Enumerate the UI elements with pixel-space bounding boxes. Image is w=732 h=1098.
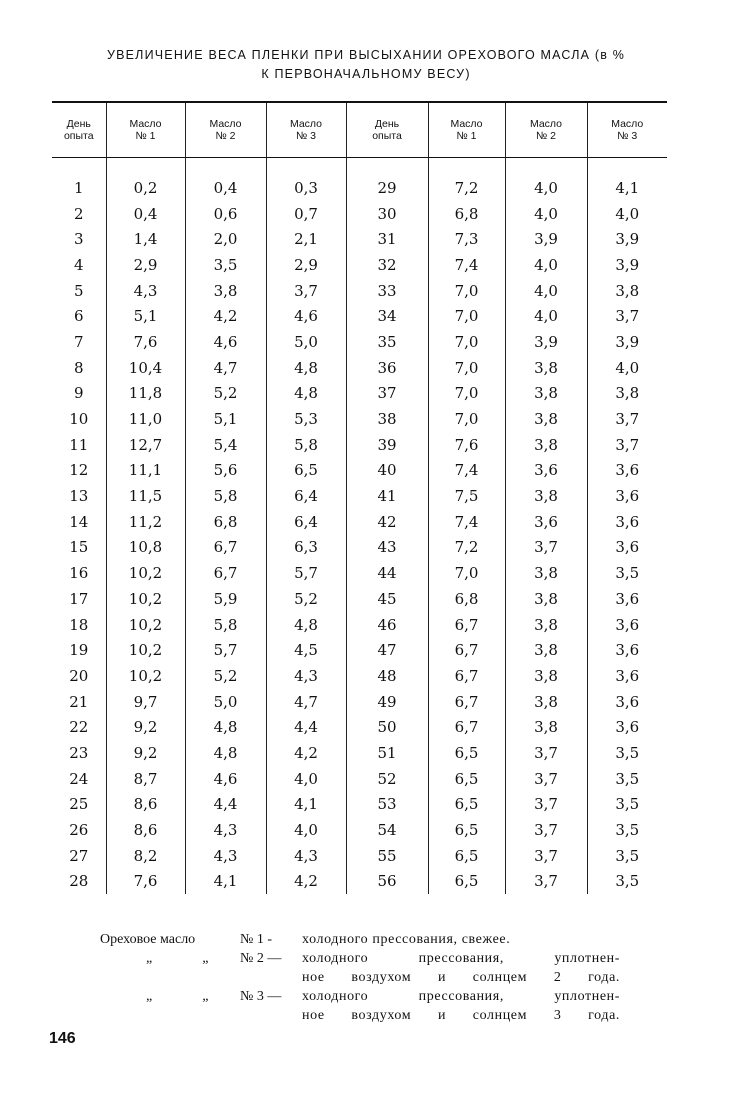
oil2-cell: 3,8: [505, 663, 587, 689]
legend-desc: холодного прессования, свежее.: [302, 932, 511, 947]
oil1-cell: 6,8: [428, 201, 505, 227]
day-cell: 40: [346, 458, 428, 484]
day-cell: 51: [346, 740, 428, 766]
oil1-cell: 7,0: [428, 303, 505, 329]
oil2-cell: 3,8: [505, 560, 587, 586]
legend-dash: —: [267, 951, 282, 966]
oil3-cell: 3,5: [587, 740, 667, 766]
day-cell: 41: [346, 483, 428, 509]
oil2-cell: 3,7: [505, 843, 587, 869]
oil2-cell: 4,7: [185, 355, 266, 381]
oil3-cell: 3,6: [587, 714, 667, 740]
oil2-cell: 6,7: [185, 560, 266, 586]
oil3-cell: 4,0: [266, 817, 346, 843]
oil3-cell: 3,8: [587, 381, 667, 407]
day-cell: 24: [69, 769, 89, 788]
oil1-cell: 0,4: [106, 201, 185, 227]
day-cell: 44: [346, 560, 428, 586]
legend-num: № 1: [240, 932, 264, 947]
oil2-cell: 3,8: [185, 278, 266, 304]
oil1-cell: 10,2: [106, 663, 185, 689]
oil1-cell: 7,4: [428, 252, 505, 278]
oil1-cell: 7,0: [428, 381, 505, 407]
table-row: [52, 432, 667, 458]
header-oil3-left: Масло № 3: [266, 103, 346, 157]
oil2-cell: 3,6: [505, 458, 587, 484]
oil3-cell: 4,5: [266, 637, 346, 663]
oil3-cell: 5,3: [266, 406, 346, 432]
oil3-cell: 3,5: [587, 560, 667, 586]
oil3-cell: 3,5: [587, 817, 667, 843]
spacer-row: [52, 157, 667, 175]
oil2-cell: 5,9: [185, 586, 266, 612]
oil2-cell: 4,3: [185, 817, 266, 843]
day-cell: 46: [346, 612, 428, 638]
day-cell: 20: [69, 666, 89, 685]
legend-item-3: [100, 987, 620, 1025]
day-cell: 4: [73, 255, 84, 274]
table-row: [52, 278, 667, 304]
page-number: 146: [49, 1030, 76, 1047]
oil2-cell: 4,3: [185, 843, 266, 869]
legend-dash: -: [267, 932, 273, 947]
oil1-cell: 12,7: [106, 432, 185, 458]
oil1-cell: 2,9: [106, 252, 185, 278]
header-oil2-left: Масло № 2: [185, 103, 266, 157]
oil2-cell: 3,8: [505, 406, 587, 432]
oil1-cell: 6,5: [428, 792, 505, 818]
oil1-cell: 10,2: [106, 560, 185, 586]
oil3-cell: 4,0: [266, 766, 346, 792]
legend-desc: холодного прессования, уплотнен-: [302, 951, 620, 966]
table-row: [52, 843, 667, 869]
header-oil1-right: Масло № 1: [428, 103, 505, 157]
oil1-cell: 7,2: [428, 535, 505, 561]
oil2-cell: 0,6: [185, 201, 266, 227]
title-line-1: УВЕЛИЧЕНИЕ ВЕСА ПЛЕНКИ ПРИ ВЫСЫХАНИИ ОРЕХОВОГО МАСЛА (в %: [106, 48, 626, 62]
day-cell: 53: [346, 792, 428, 818]
day-cell: 37: [346, 381, 428, 407]
oil3-cell: 3,6: [587, 458, 667, 484]
table-row: [52, 637, 667, 663]
oil1-cell: 1,4: [106, 226, 185, 252]
oil1-cell: 8,2: [106, 843, 185, 869]
day-cell: 17: [69, 589, 89, 608]
oil2-cell: 4,1: [185, 869, 266, 895]
oil2-cell: 4,0: [505, 175, 587, 201]
day-cell: 34: [346, 303, 428, 329]
oil2-cell: 3,8: [505, 586, 587, 612]
day-cell: 22: [69, 718, 89, 737]
day-cell: 14: [69, 512, 89, 531]
oil3-cell: 4,8: [266, 381, 346, 407]
table-row: [52, 560, 667, 586]
oil3-cell: 5,7: [266, 560, 346, 586]
oil3-cell: 3,6: [587, 586, 667, 612]
oil3-cell: 6,4: [266, 483, 346, 509]
oil3-cell: 6,4: [266, 509, 346, 535]
oil3-cell: 3,6: [587, 663, 667, 689]
day-cell: 3: [73, 230, 84, 249]
oil3-cell: 3,9: [587, 252, 667, 278]
oil2-cell: 3,8: [505, 714, 587, 740]
day-cell: 27: [69, 846, 89, 865]
oil3-cell: 3,6: [587, 483, 667, 509]
day-cell: 9: [73, 384, 84, 403]
ditto-mark: „: [146, 989, 153, 1004]
oil2-cell: 4,8: [185, 740, 266, 766]
day-cell: 52: [346, 766, 428, 792]
oil2-cell: 3,8: [505, 432, 587, 458]
day-cell: 19: [69, 641, 89, 660]
oil2-cell: 5,8: [185, 612, 266, 638]
oil1-cell: 7,0: [428, 355, 505, 381]
legend-num: № 3: [240, 989, 264, 1004]
day-cell: 45: [346, 586, 428, 612]
day-cell: 29: [346, 175, 428, 201]
oil1-cell: 7,3: [428, 226, 505, 252]
day-cell: 1: [73, 178, 84, 197]
oil2-cell: 3,5: [185, 252, 266, 278]
oil3-cell: 4,0: [587, 355, 667, 381]
day-cell: 28: [69, 872, 89, 891]
day-cell: 48: [346, 663, 428, 689]
oil1-cell: 10,2: [106, 637, 185, 663]
data-table: [52, 103, 667, 894]
day-cell: 13: [69, 487, 89, 506]
oil2-cell: 3,7: [505, 869, 587, 895]
table-row: [52, 509, 667, 535]
oil3-cell: 4,1: [587, 175, 667, 201]
oil3-cell: 6,3: [266, 535, 346, 561]
table-row: [52, 175, 667, 201]
oil1-cell: 9,2: [106, 740, 185, 766]
oil2-cell: 4,4: [185, 792, 266, 818]
oil1-cell: 8,6: [106, 792, 185, 818]
oil3-cell: 3,6: [587, 535, 667, 561]
day-cell: 54: [346, 817, 428, 843]
oil3-cell: 4,2: [266, 740, 346, 766]
table-row: [52, 792, 667, 818]
oil1-cell: 7,0: [428, 278, 505, 304]
table-row: [52, 740, 667, 766]
ditto-mark: „: [202, 989, 209, 1004]
oil3-cell: 4,6: [266, 303, 346, 329]
oil2-cell: 3,8: [505, 483, 587, 509]
legend-desc: холодного прессования, уплотнен-: [302, 989, 620, 1004]
oil1-cell: 6,5: [428, 869, 505, 895]
oil3-cell: 4,4: [266, 714, 346, 740]
oil2-cell: 3,7: [505, 792, 587, 818]
day-cell: 32: [346, 252, 428, 278]
oil3-cell: 2,9: [266, 252, 346, 278]
day-cell: 6: [73, 307, 84, 326]
legend: [100, 930, 620, 1025]
oil1-cell: 7,4: [428, 509, 505, 535]
oil1-cell: 11,1: [106, 458, 185, 484]
day-cell: 11: [69, 435, 89, 454]
oil2-cell: 5,4: [185, 432, 266, 458]
oil3-cell: 4,3: [266, 843, 346, 869]
day-cell: 50: [346, 714, 428, 740]
oil1-cell: 7,6: [106, 869, 185, 895]
oil3-cell: 3,9: [587, 329, 667, 355]
day-cell: 26: [69, 821, 89, 840]
table-row: [52, 226, 667, 252]
oil3-cell: 5,0: [266, 329, 346, 355]
oil2-cell: 3,8: [505, 381, 587, 407]
oil3-cell: 4,3: [266, 663, 346, 689]
legend-desc-cont: ное воздухом и солнцем 3 года.: [302, 1008, 620, 1023]
oil1-cell: 11,8: [106, 381, 185, 407]
oil3-cell: 6,5: [266, 458, 346, 484]
day-cell: 36: [346, 355, 428, 381]
oil3-cell: 3,9: [587, 226, 667, 252]
oil1-cell: 9,7: [106, 689, 185, 715]
oil2-cell: 4,8: [185, 714, 266, 740]
oil2-cell: 4,0: [505, 278, 587, 304]
oil2-cell: 4,6: [185, 329, 266, 355]
oil1-cell: 7,0: [428, 329, 505, 355]
ditto-mark: „: [146, 951, 153, 966]
day-cell: 39: [346, 432, 428, 458]
oil2-cell: 5,7: [185, 637, 266, 663]
oil1-cell: 7,5: [428, 483, 505, 509]
day-cell: 23: [69, 743, 89, 762]
oil1-cell: 9,2: [106, 714, 185, 740]
oil1-cell: 6,7: [428, 612, 505, 638]
table-row: [52, 586, 667, 612]
legend-item-2: [100, 949, 620, 987]
day-cell: 42: [346, 509, 428, 535]
header-row: [52, 103, 667, 157]
day-cell: 2: [73, 204, 84, 223]
table-row: [52, 381, 667, 407]
oil3-cell: 3,8: [587, 278, 667, 304]
oil1-cell: 6,5: [428, 817, 505, 843]
table-row: [52, 303, 667, 329]
table-row: [52, 329, 667, 355]
day-cell: 16: [69, 564, 89, 583]
oil1-cell: 10,2: [106, 586, 185, 612]
oil2-cell: 3,7: [505, 535, 587, 561]
table-row: [52, 663, 667, 689]
oil3-cell: 0,7: [266, 201, 346, 227]
oil2-cell: 3,7: [505, 740, 587, 766]
oil2-cell: 3,9: [505, 329, 587, 355]
oil2-cell: 5,6: [185, 458, 266, 484]
oil3-cell: 5,8: [266, 432, 346, 458]
oil1-cell: 7,0: [428, 406, 505, 432]
oil1-cell: 11,2: [106, 509, 185, 535]
legend-num: № 2: [240, 951, 264, 966]
table-row: [52, 535, 667, 561]
ditto-mark: „: [202, 951, 209, 966]
oil3-cell: 3,5: [587, 843, 667, 869]
oil2-cell: 3,8: [505, 689, 587, 715]
day-cell: 56: [346, 869, 428, 895]
oil1-cell: 7,6: [106, 329, 185, 355]
oil2-cell: 6,7: [185, 535, 266, 561]
oil3-cell: 4,8: [266, 612, 346, 638]
oil3-cell: 4,8: [266, 355, 346, 381]
oil1-cell: 6,7: [428, 663, 505, 689]
oil3-cell: 0,3: [266, 175, 346, 201]
oil3-cell: 2,1: [266, 226, 346, 252]
oil1-cell: 8,6: [106, 817, 185, 843]
oil3-cell: 4,2: [266, 869, 346, 895]
oil1-cell: 7,0: [428, 560, 505, 586]
oil3-cell: 3,7: [587, 432, 667, 458]
day-cell: 35: [346, 329, 428, 355]
oil2-cell: 3,8: [505, 612, 587, 638]
oil1-cell: 11,5: [106, 483, 185, 509]
day-cell: 33: [346, 278, 428, 304]
oil2-cell: 3,6: [505, 509, 587, 535]
legend-item-1: [100, 930, 620, 949]
oil1-cell: 6,5: [428, 740, 505, 766]
table-row: [52, 406, 667, 432]
table-row: [52, 612, 667, 638]
oil2-cell: 0,4: [185, 175, 266, 201]
day-cell: 10: [69, 410, 89, 429]
oil3-cell: 3,7: [587, 406, 667, 432]
day-cell: 18: [69, 615, 89, 634]
day-cell: 12: [69, 461, 89, 480]
oil1-cell: 6,5: [428, 766, 505, 792]
table-row: [52, 869, 667, 895]
oil2-cell: 5,1: [185, 406, 266, 432]
oil2-cell: 4,6: [185, 766, 266, 792]
header-oil3-right: Масло № 3: [587, 103, 667, 157]
oil1-cell: 6,8: [428, 586, 505, 612]
oil2-cell: 5,8: [185, 483, 266, 509]
oil2-cell: 6,8: [185, 509, 266, 535]
table-row: [52, 458, 667, 484]
table-row: [52, 766, 667, 792]
oil1-cell: 8,7: [106, 766, 185, 792]
oil1-cell: 4,3: [106, 278, 185, 304]
legend-desc-cont: ное воздухом и солнцем 2 года.: [302, 970, 620, 985]
day-cell: 21: [69, 692, 89, 711]
day-cell: 49: [346, 689, 428, 715]
oil2-cell: 3,8: [505, 355, 587, 381]
oil1-cell: 6,7: [428, 714, 505, 740]
header-day-left: День опыта: [63, 118, 94, 142]
day-cell: 15: [69, 538, 89, 557]
oil1-cell: 0,2: [106, 175, 185, 201]
day-cell: 25: [69, 795, 89, 814]
day-cell: 38: [346, 406, 428, 432]
oil3-cell: 3,6: [587, 637, 667, 663]
oil2-cell: 5,2: [185, 663, 266, 689]
day-cell: 30: [346, 201, 428, 227]
day-cell: 47: [346, 637, 428, 663]
oil1-cell: 7,2: [428, 175, 505, 201]
oil2-cell: 4,2: [185, 303, 266, 329]
oil3-cell: 4,7: [266, 689, 346, 715]
oil1-cell: 11,0: [106, 406, 185, 432]
oil1-cell: 10,8: [106, 535, 185, 561]
oil1-cell: 6,7: [428, 689, 505, 715]
oil1-cell: 6,5: [428, 843, 505, 869]
oil2-cell: 3,7: [505, 766, 587, 792]
legend-lead: Ореховое масло: [100, 932, 196, 947]
header-oil1-left: Масло № 1: [106, 103, 185, 157]
oil2-cell: 3,9: [505, 226, 587, 252]
oil1-cell: 10,2: [106, 612, 185, 638]
title-line-2: К ПЕРВОНАЧАЛЬНОМУ ВЕСУ): [261, 67, 471, 81]
oil3-cell: 3,5: [587, 792, 667, 818]
table-row: [52, 252, 667, 278]
table-row: [52, 483, 667, 509]
oil1-cell: 10,4: [106, 355, 185, 381]
day-cell: 31: [346, 226, 428, 252]
oil3-cell: 5,2: [266, 586, 346, 612]
oil2-cell: 4,0: [505, 252, 587, 278]
oil3-cell: 3,7: [266, 278, 346, 304]
oil2-cell: 5,0: [185, 689, 266, 715]
oil1-cell: 5,1: [106, 303, 185, 329]
header-oil2-right: Масло № 2: [505, 103, 587, 157]
legend-dash: —: [267, 989, 282, 1004]
oil3-cell: 3,6: [587, 509, 667, 535]
day-cell: 5: [73, 281, 84, 300]
oil3-cell: 3,5: [587, 869, 667, 895]
oil3-cell: 3,6: [587, 612, 667, 638]
oil3-cell: 4,0: [587, 201, 667, 227]
oil2-cell: 3,7: [505, 817, 587, 843]
header-day-right: День опыта: [346, 103, 428, 157]
table-row: [52, 689, 667, 715]
day-cell: 8: [73, 358, 84, 377]
oil3-cell: 3,6: [587, 689, 667, 715]
table-row: [52, 201, 667, 227]
oil2-cell: 3,8: [505, 637, 587, 663]
table-title: [40, 46, 692, 84]
table-row: [52, 817, 667, 843]
day-cell: 7: [73, 332, 84, 351]
oil1-cell: 7,6: [428, 432, 505, 458]
oil3-cell: 3,5: [587, 766, 667, 792]
oil3-cell: 4,1: [266, 792, 346, 818]
table-row: [52, 714, 667, 740]
oil2-cell: 4,0: [505, 201, 587, 227]
oil2-cell: 4,0: [505, 303, 587, 329]
oil2-cell: 5,2: [185, 381, 266, 407]
oil3-cell: 3,7: [587, 303, 667, 329]
oil1-cell: 7,4: [428, 458, 505, 484]
day-cell: 55: [346, 843, 428, 869]
table-body: [52, 157, 667, 894]
oil1-cell: 6,7: [428, 637, 505, 663]
table-row: [52, 355, 667, 381]
day-cell: 43: [346, 535, 428, 561]
oil2-cell: 2,0: [185, 226, 266, 252]
